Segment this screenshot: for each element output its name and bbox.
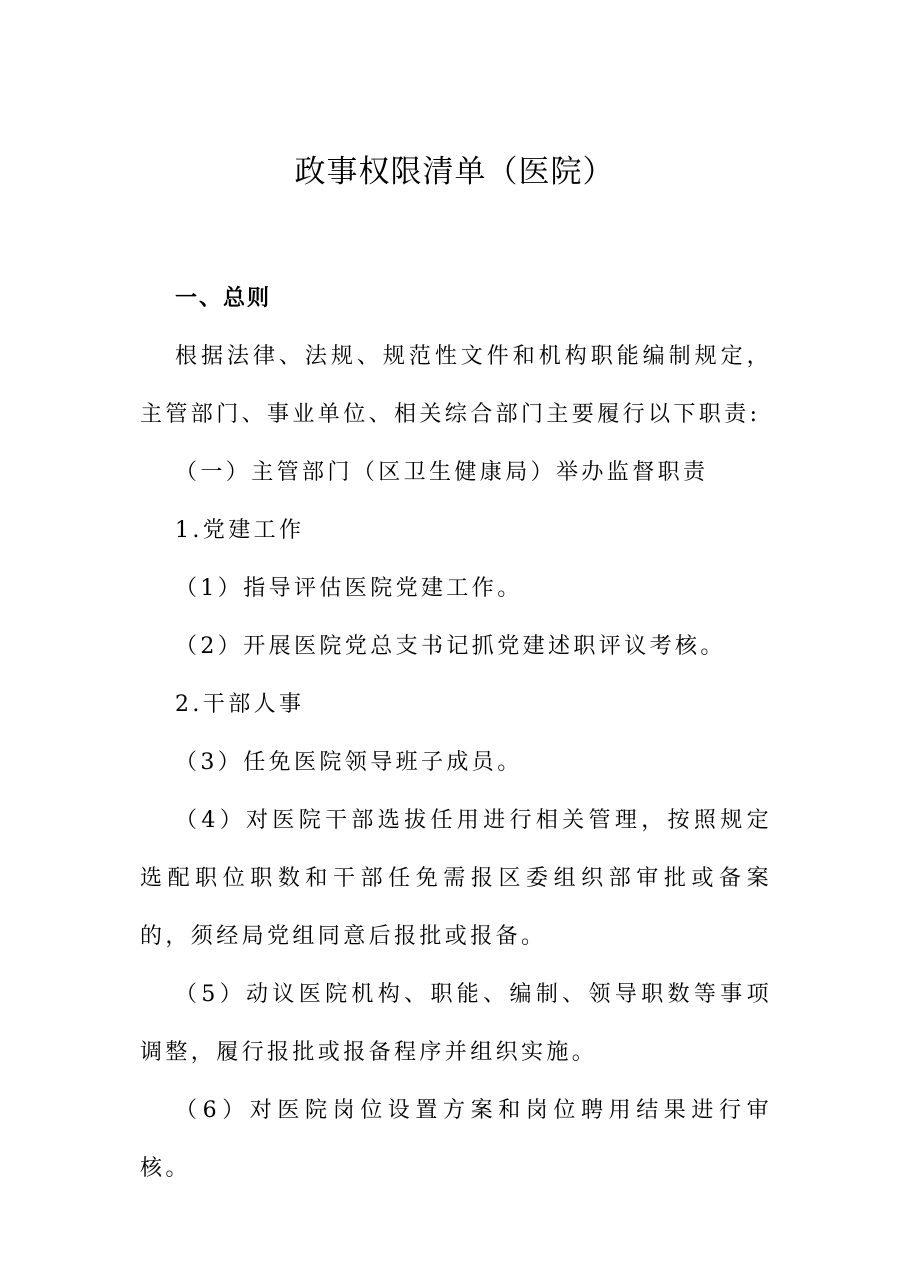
list-item: （3）任免医院领导班子成员。 bbox=[175, 750, 523, 775]
list-item: （5）动议医院机构、职能、编制、领导职数等事项调整，履行报批或报备程序并组织实施。 bbox=[140, 982, 772, 1065]
list-item: （1）指导评估医院党建工作。 bbox=[175, 576, 523, 601]
category-heading: 1.党建工作 bbox=[175, 518, 305, 543]
paragraph: 根据法律、法规、规范性文件和机构职能编制规定，主管部门、事业单位、相关综合部门主要履行以下职责: bbox=[140, 344, 772, 427]
list-item: （2）开展医院党总支书记抓党建述职评议考核。 bbox=[175, 634, 726, 659]
list-item: （6）对医院岗位设置方案和岗位聘用结果进行审核。 bbox=[140, 1098, 772, 1181]
category-heading: 2.干部人事 bbox=[175, 692, 305, 717]
subsection-heading: （一）主管部门（区卫生健康局）举办监督职责 bbox=[175, 460, 709, 485]
document-title: 政事权限清单（医院） bbox=[294, 154, 615, 190]
list-item: （4）对医院干部选拔任用进行相关管理，按照规定选配职位职数和干部任免需报区委组织部审批或备案的，须经局党组同意后报批或报备。 bbox=[140, 808, 772, 949]
section-heading: 一、总则 bbox=[175, 286, 272, 311]
document-body bbox=[140, 270, 772, 1198]
